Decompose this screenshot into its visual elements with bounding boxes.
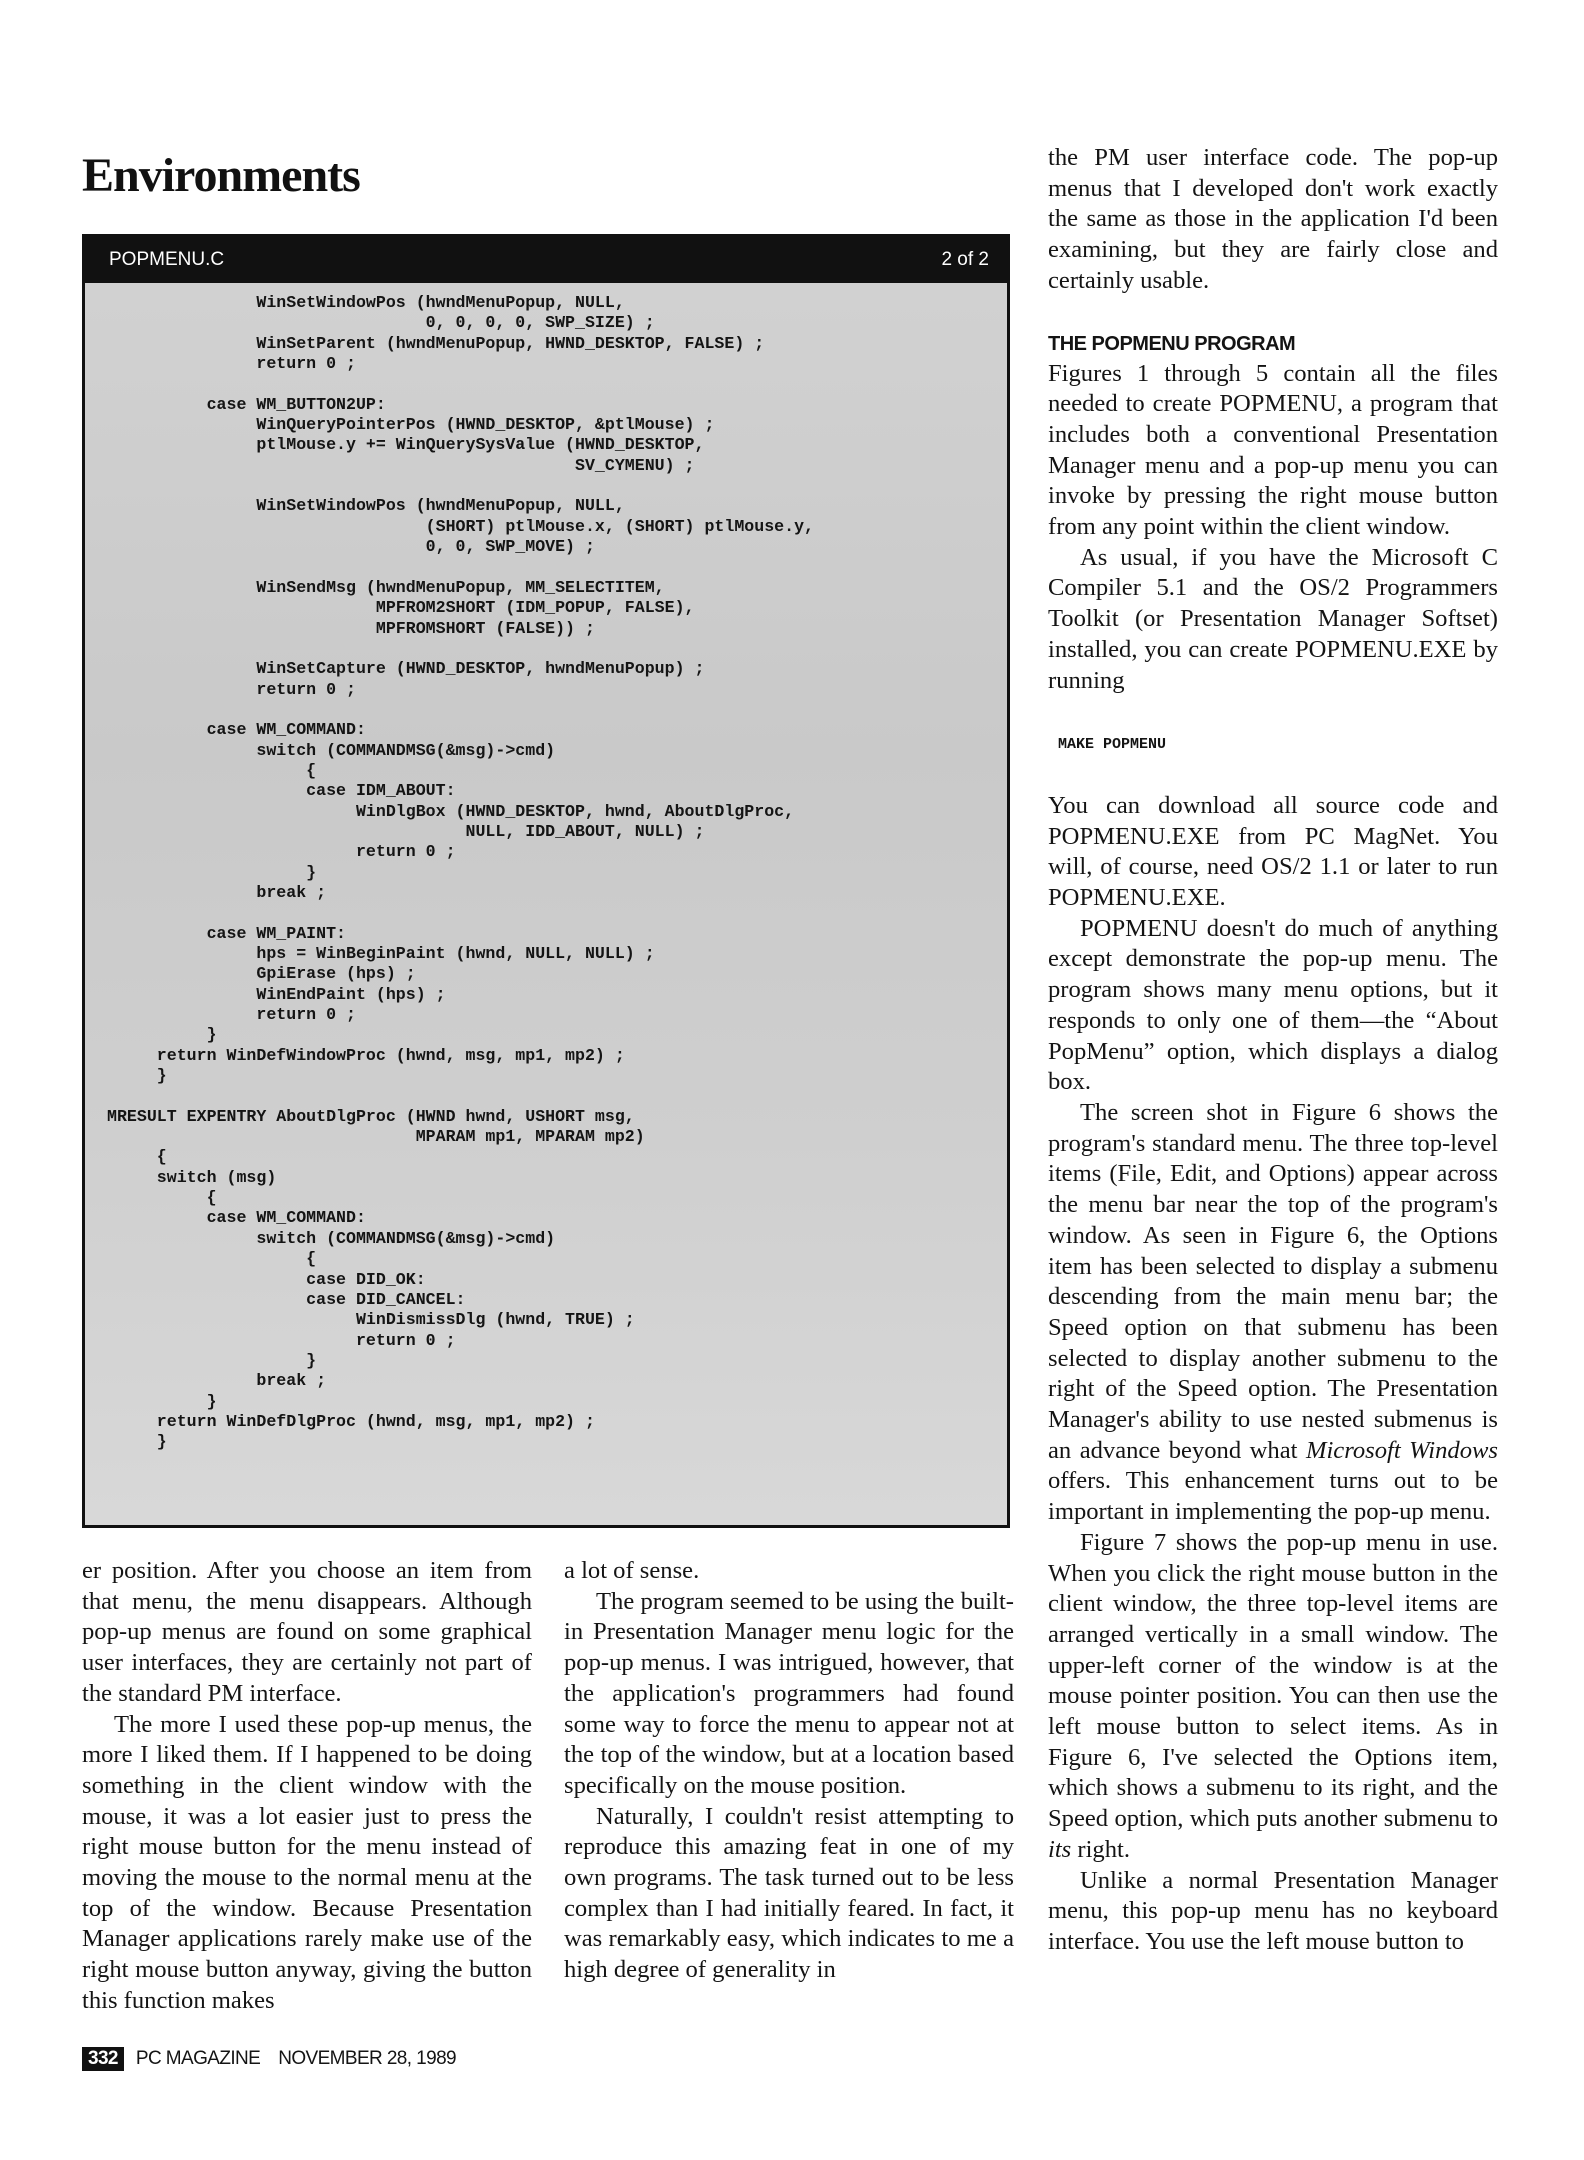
paragraph: the PM user interface code. The pop-up menus that I developed don't work exactly the same as those in the application I'd been examining, but they are fairly close and certainly usable. xyxy=(1048,144,1498,294)
paragraph: The program seemed to be using the built-in Presentation Manager menu logic for the pop-up menus. I was intrigued, however, that the application's programmers had found some way to force the menu to appear not at the top of the window, but at a location based specifically on the mouse position. xyxy=(564,1587,1014,1799)
paragraph: Figures 1 through 5 contain all the files needed to create POPMENU, a program that includes both a conventional Presentation Manager menu and a pop-up menu you can invoke by pressing the right mouse button from any point within the client window. xyxy=(1048,359,1498,541)
code-listing-figure xyxy=(82,234,1010,1528)
paragraph: Naturally, I couldn't resist attempting to reproduce this amazing feat in one of my own programs. The task turned out to be less complex than I had initially feared. In fact, it was remarkably easy, which indicates to me a high degree of generality in xyxy=(564,1802,1014,1984)
paragraph xyxy=(1048,1528,1498,1866)
listing-page-indicator: 2 of 2 xyxy=(941,249,989,270)
issue-date: NOVEMBER 28, 1989 xyxy=(278,2048,456,2069)
emphasis: its xyxy=(1048,1835,1072,1863)
emphasis: Microsoft Windows xyxy=(1305,1436,1498,1464)
paragraph: The more I used these pop-up menus, the more I liked them. If I happened to be doing something in the client window with the mouse, it was a lot easier just to press the right mouse button for the menu instead of moving the mouse to the normal menu at the top of the window. Because Presentation Manager applications rarely make use of the right mouse button anyway, giving the button this function makes xyxy=(82,1710,532,2014)
text-run: Figure 7 shows the pop-up menu in use. When you click the right mouse button in the client window, the three top-level items are arranged vertically in a small window. The upper-left corner of the window is at the mouse pointer position. You can then use the left mouse button to select items. As in Figure 6, I've selected the Options item, which shows a submenu to its right, and the Speed option, which puts another submenu to xyxy=(1048,1528,1498,1833)
text-run: The screen shot in Figure 6 shows the program's standard menu. The three top-level items (File, Edit, and Options) appear across the menu bar near the top of the program's window. As seen in Figure 6, the Options item has been selected to display a submenu descending from the main menu bar; the Speed option on that submenu has been selected to display another submenu to the right of the Speed option. The Presentation Manager's ability to use nested submenus is an advance beyond what xyxy=(1048,1098,1498,1464)
paragraph: POPMENU doesn't do much of anything except demonstrate the pop-up menu. The program shows many menu options, but it responds to only one of them—the “About PopMenu” option, which displays a dialog box. xyxy=(1048,914,1498,1096)
page-number: 332 xyxy=(82,2047,124,2071)
text-column-middle xyxy=(564,1556,1014,1986)
command-line: MAKE POPMENU xyxy=(1058,736,1167,754)
magazine-name: PC MAGAZINE xyxy=(135,2048,261,2069)
paragraph: er position. After you choose an item from that menu, the menu disappears. Although pop-up menus are found on some graphical user interfaces, they are certainly not part of the standard PM interface. xyxy=(82,1557,532,1707)
text-column-left xyxy=(82,1556,532,2017)
paragraph: a lot of sense. xyxy=(564,1557,700,1584)
paragraph: As usual, if you have the Microsoft C Compiler 5.1 and the OS/2 Programmers Toolkit (or Presentation Manager Softset) installed, you can create POPMENU.EXE by running xyxy=(1048,543,1498,694)
subheading: THE POPMENU PROGRAM xyxy=(1048,332,1296,355)
text-run: offers. This enhancement turns out to be important in implementing the pop-up menu. xyxy=(1048,1467,1498,1526)
listing-title-bar xyxy=(85,237,1007,283)
source-code: WinSetWindowPos (hwndMenuPopup, NULL, 0, 0, 0, 0, SWP_SIZE) ; WinSetParent (hwndMenuPopup, HWND_DESKTOP, FALSE) ; return 0 ; case WM_BUTTON2UP: WinQueryPointerPos (HWND_DESKTOP, &ptlMouse) ; ptlMouse.y += WinQuerySysValue (HWND_DESKTOP, SV_CYMENU) ; WinSetWindowPos (hwndMenuPopup, NULL, (SHORT) ptlMouse.x, (SHORT) ptlMouse.y, 0, 0, SWP_MOVE) ; WinSendMsg (hwndMenuPopup, MM_SELECTITEM, MPFROM2SHORT (IDM_POPUP, FALSE), MPFROMSHORT (FALSE)) ; WinSetCapture (HWND_DESKTOP, hwndMenuPopup) ; return 0 ; case WM_COMMAND: switch (COMMANDMSG(&msg)->cmd) { case IDM_ABOUT: WinDlgBox (HWND_DESKTOP, hwnd, AboutDlgProc, NULL, IDD_ABOUT, NULL) ; return 0 ; } break ; case WM_PAINT: hps = WinBeginPaint (hwnd, NULL, NULL) ; GpiErase (hps) ; WinEndPaint (hps) ; return 0 ; } return WinDefWindowProc (hwnd, msg, mp1, mp2) ; } MRESULT EXPENTRY AboutDlgProc (HWND hwnd, USHORT msg, MPARAM mp1, MPARAM mp2) { switch (msg) { case WM_COMMAND: switch (COMMANDMSG(&msg)->cmd) { case DID_OK: case DID_CANCEL: WinDismissDlg (hwnd, TRUE) ; return 0 ; } break ; } return WinDefDlgProc (hwnd, msg, mp1, mp2) ; } xyxy=(107,293,815,1452)
text-column-right xyxy=(1048,143,1498,1958)
text-run: right. xyxy=(1071,1835,1130,1863)
paragraph: Unlike a normal Presentation Manager menu, this pop-up menu has no keyboard interface. You use the left mouse button to xyxy=(1048,1866,1498,1955)
paragraph: You can download all source code and POPMENU.EXE from PC MagNet. You will, of course, need OS/2 1.1 or later to run POPMENU.EXE. xyxy=(1048,791,1498,912)
section-title: Environments xyxy=(82,149,360,202)
page-footer xyxy=(82,2047,456,2071)
paragraph xyxy=(1048,1098,1498,1528)
listing-filename: POPMENU.C xyxy=(109,249,225,270)
